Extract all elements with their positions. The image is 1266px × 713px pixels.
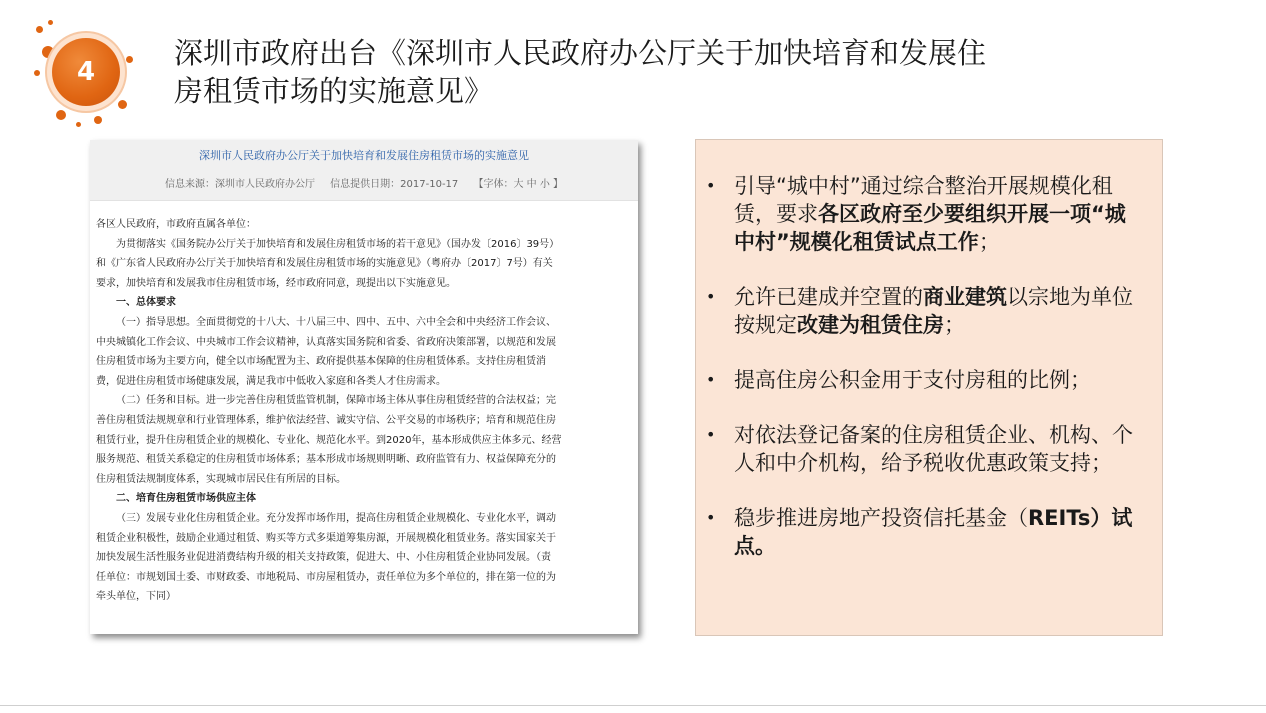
decor-dot — [48, 20, 53, 25]
bullet-item — [696, 366, 1162, 394]
meta-date: 信息提供日期：2017-10-17 — [330, 179, 459, 190]
bullet-text: ； — [944, 313, 965, 337]
doc-line: 各区人民政府，市政府直属各单位： — [96, 219, 256, 230]
section-badge — [30, 18, 140, 128]
doc-line: 要求，加快培育和发展我市住房租赁市场，经市政府同意，现提出以下实施意见。 — [96, 277, 456, 289]
decor-dot — [118, 100, 127, 109]
document-header — [90, 140, 638, 201]
doc-line: 牵头单位，下同） — [96, 591, 176, 603]
bullet-text: 对依法登记备案的住房租赁企业、机构、个人和中介机构，给予税收优惠政策支持； — [734, 423, 1133, 475]
bullet-dot-icon: • — [706, 425, 716, 444]
bullet-text: 引导“城中村”通过综合整治开展规模化租赁，要求 — [734, 174, 1113, 226]
bullet-text: ； — [978, 230, 1000, 254]
doc-line: 和《广东省人民政府办公厅关于加快培育和发展住房租赁市场的实施意见》（粤府办〔2017〕7号）有关 — [96, 258, 553, 270]
document-body — [90, 201, 638, 607]
bullet-dot-icon: • — [706, 508, 716, 527]
section-number: 4 — [52, 38, 120, 106]
key-points-list — [696, 172, 1162, 587]
meta-source: 信息来源：深圳市人民政府办公厅 — [164, 179, 315, 190]
document-screenshot — [90, 140, 638, 634]
doc-line: 善住房租赁法规规章和行业管理体系，维护依法经营、诚实守信、公平交易的市场秩序；培育和规范住房 — [96, 414, 556, 426]
decor-dot — [76, 122, 81, 127]
bullet-emphasis: 各区政府至少要组织开展一项“城中村”规模化租赁试点工作 — [734, 202, 1126, 254]
decor-dot — [42, 46, 54, 58]
doc-line: （三）发展专业化住房租赁企业。充分发挥市场作用，提高住房租赁企业规模化、专业化水平，调动 — [116, 512, 556, 524]
bullet-text: 以宗地为单位按规定 — [734, 285, 1133, 337]
doc-line: 加快发展生活性服务业促进消费结构升级的相关支持政策，促进大、中、小住房租赁企业协同发展。（责 — [96, 552, 551, 564]
bullet-dot-icon: • — [706, 370, 716, 389]
doc-section-heading: 二、培育住房租赁市场供应主体 — [116, 493, 256, 505]
document-meta — [90, 165, 638, 190]
slide-title — [174, 34, 1074, 110]
decor-dot — [94, 116, 102, 124]
meta-font-size: 【字体：大 中 小 】 — [473, 179, 564, 190]
bullet-item — [696, 172, 1162, 256]
decor-dot — [34, 70, 40, 76]
bullet-emphasis: REITs — [1028, 506, 1091, 530]
title-line-2: 房租赁市场的实施意见》 — [174, 74, 494, 108]
bullet-dot-icon: • — [706, 287, 716, 306]
bullet-emphasis: ）试点。 — [734, 506, 1133, 558]
decor-dot — [126, 56, 133, 63]
doc-line: 服务规范、租赁关系稳定的住房租赁市场体系；基本形成市场规则明晰、政府监管有力、权益保障充分的 — [96, 454, 556, 466]
bullet-text: 稳步推进房地产投资信托基金（ — [734, 506, 1028, 530]
footer-divider — [0, 705, 1266, 706]
bullet-emphasis: 商业建筑 — [923, 285, 1007, 309]
doc-line: 租赁行业，提升住房租赁企业的规模化、专业化、规范化水平。到2020年，基本形成供应主体多元、经营 — [96, 434, 562, 446]
decor-dot — [36, 26, 43, 33]
bullet-text: 允许已建成并空置的 — [734, 285, 923, 309]
bullet-dot-icon: • — [706, 176, 716, 195]
bullet-emphasis: 改建为租赁住房 — [797, 313, 944, 337]
doc-line: 中央城镇化工作会议、中央城市工作会议精神，认真落实国务院和省委、省政府决策部署，以规范和发展 — [96, 336, 556, 348]
key-points-panel — [695, 139, 1163, 636]
title-line-1: 深圳市政府出台《深圳市人民政府办公厅关于加快培育和发展住 — [174, 36, 987, 70]
doc-line: 费，促进住房租赁市场健康发展，满足我市中低收入家庭和各类人才住房需求。 — [96, 375, 446, 387]
doc-line: （一）指导思想。全面贯彻党的十八大、十八届三中、四中、五中、六中全会和中央经济工作会议、 — [116, 316, 556, 328]
doc-line: 任单位：市规划国土委、市财政委、市地税局、市房屋租赁办，责任单位为多个单位的，排在第一位的为 — [96, 571, 556, 583]
doc-line: 租赁企业积极性，鼓励企业通过租赁、购买等方式多渠道筹集房源，开展规模化租赁业务。落实国家关于 — [96, 532, 556, 544]
doc-line: （二）任务和目标。进一步完善住房租赁监管机制，保障市场主体从事住房租赁经营的合法权益；完 — [116, 395, 556, 407]
decor-dot — [56, 110, 66, 120]
bullet-item — [696, 504, 1162, 560]
bullet-item — [696, 283, 1162, 339]
doc-line: 住房租赁市场为主要方向，健全以市场配置为主、政府提供基本保障的住房租赁体系。支持住房租赁消 — [96, 356, 546, 368]
doc-line: 为贯彻落实《国务院办公厅关于加快培育和发展住房租赁市场的若干意见》（国办发〔2016〕39号） — [116, 238, 560, 250]
bullet-text: 提高住房公积金用于支付房租的比例； — [734, 368, 1091, 392]
doc-line: 住房租赁法规制度体系，实现城市居民住有所居的目标。 — [96, 473, 346, 485]
doc-section-heading: 一、总体要求 — [116, 297, 176, 309]
bullet-item — [696, 421, 1162, 477]
document-title: 深圳市人民政府办公厅关于加快培育和发展住房租赁市场的实施意见 — [199, 149, 529, 162]
